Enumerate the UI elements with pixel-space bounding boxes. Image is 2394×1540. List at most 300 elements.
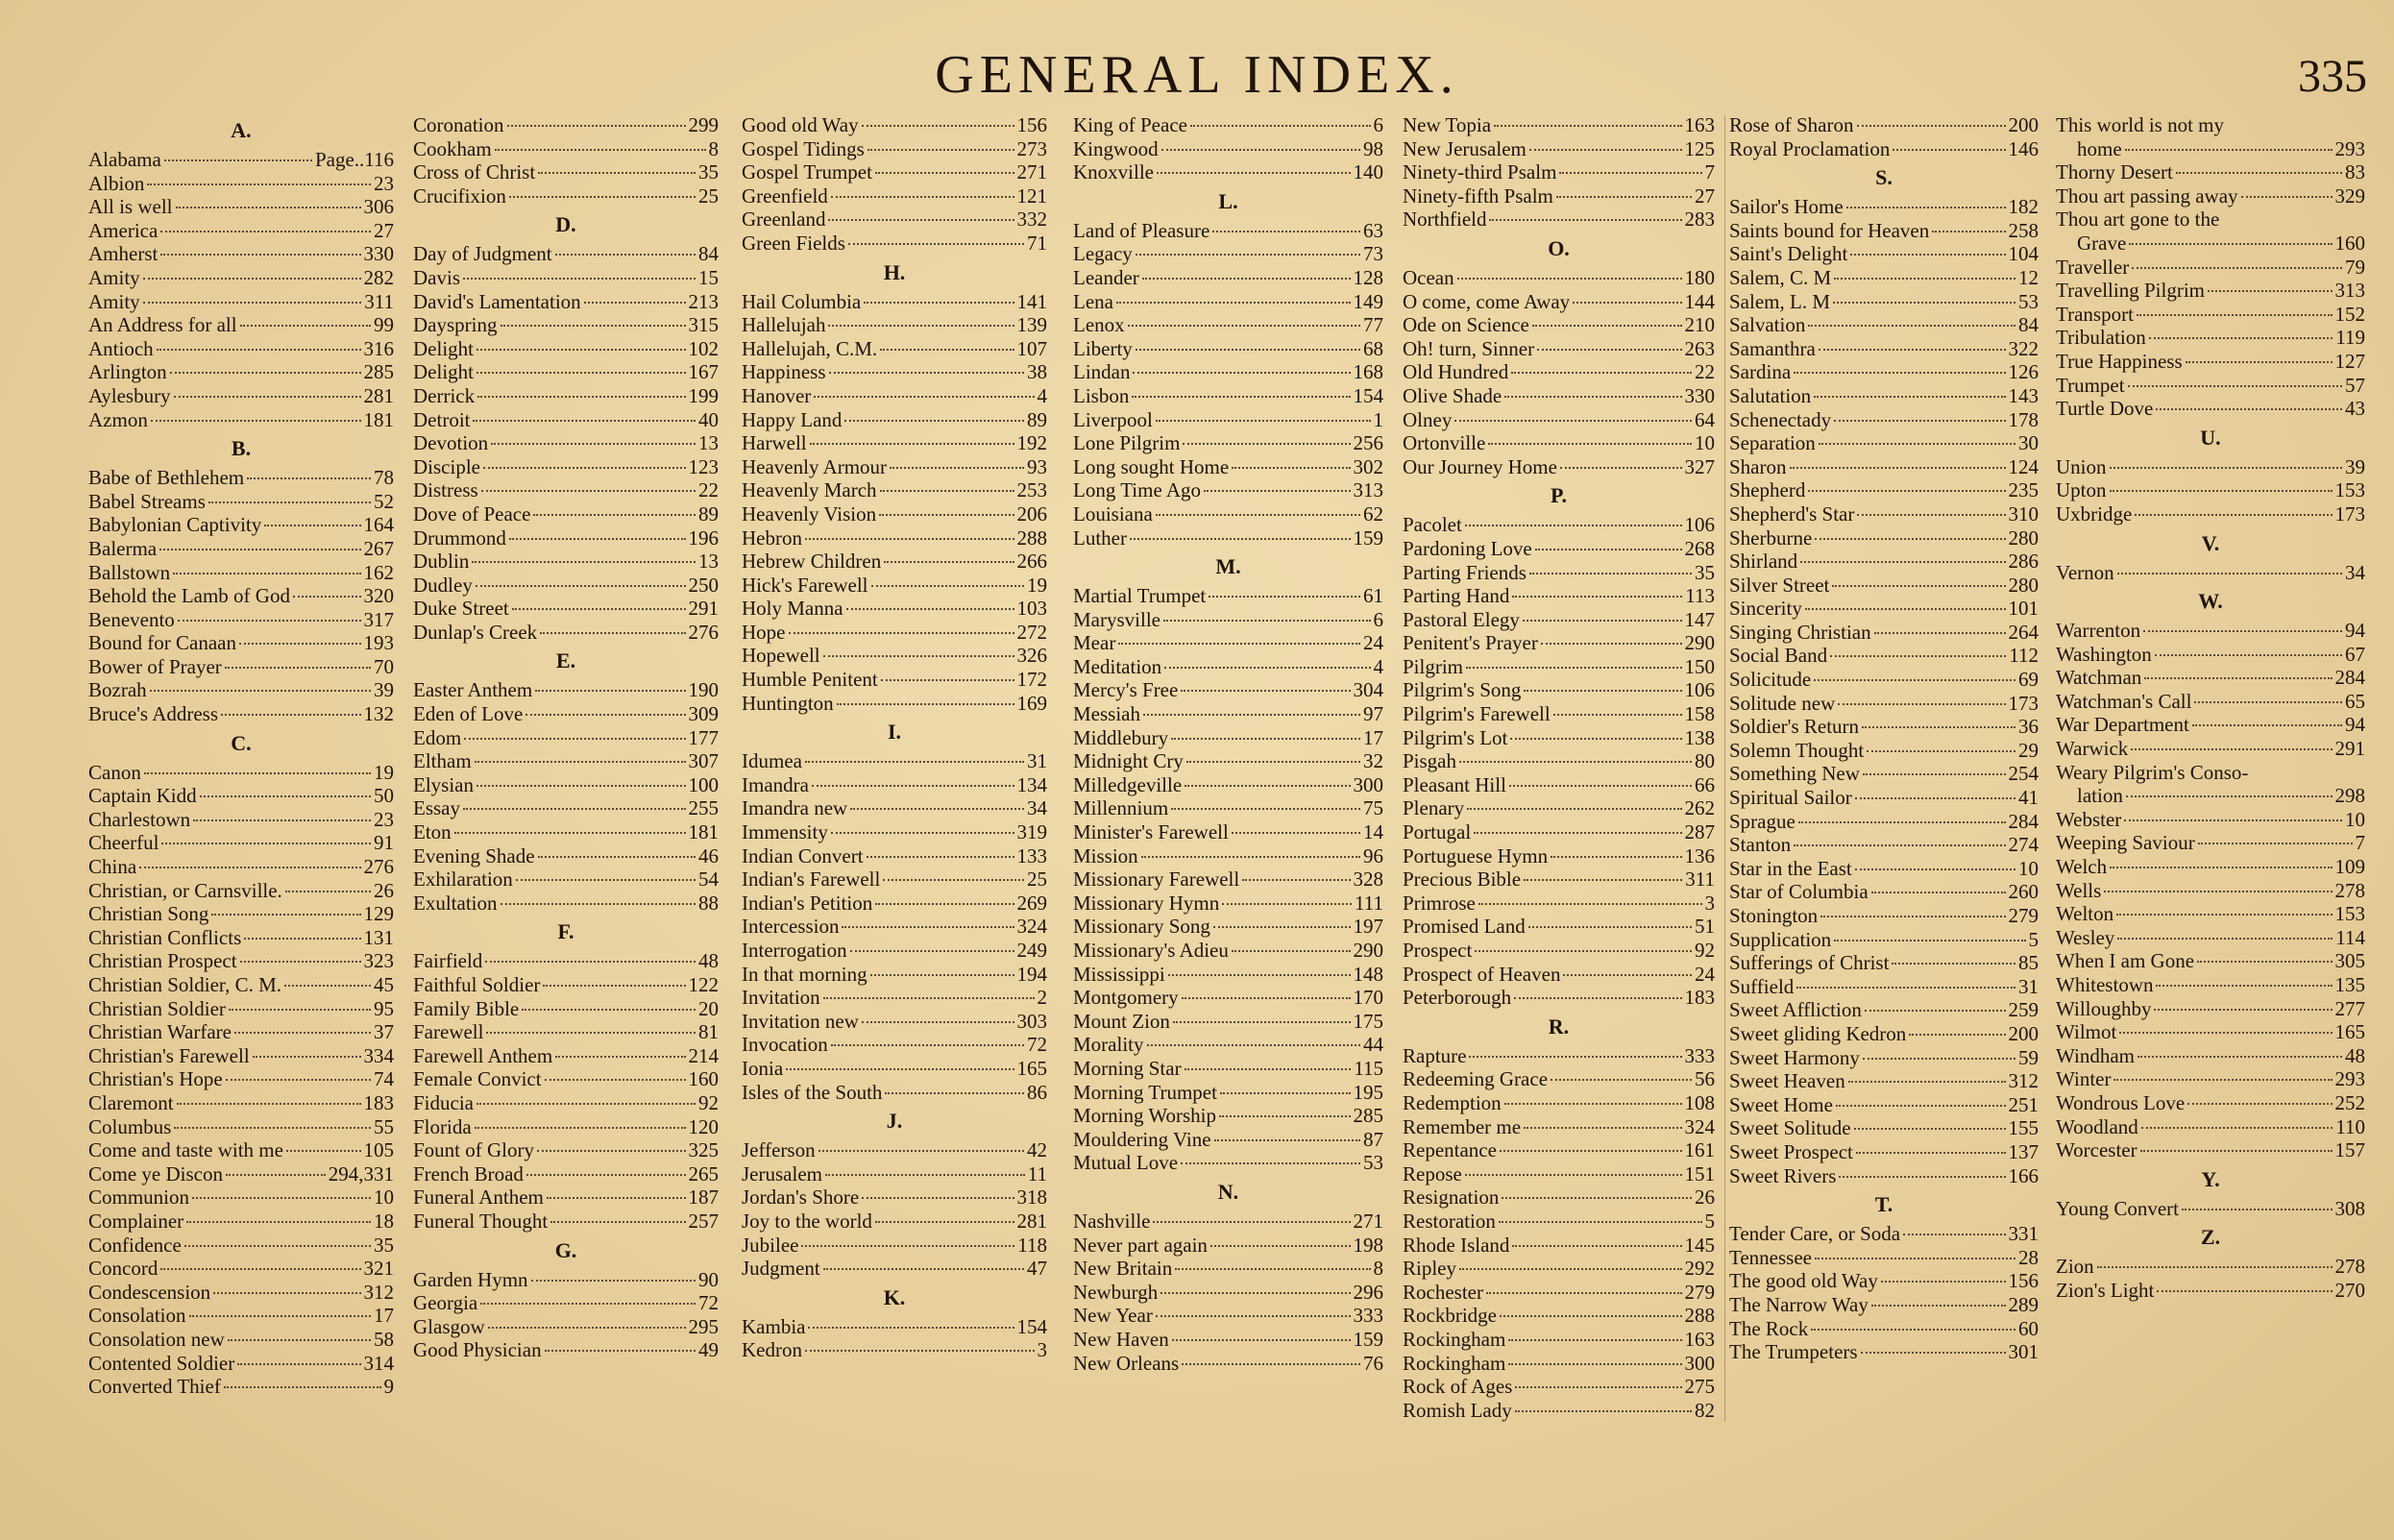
dot-leader xyxy=(1232,832,1360,834)
entry-page: 26 xyxy=(1695,1186,1715,1210)
dot-leader xyxy=(1798,821,2006,823)
entry-page: 140 xyxy=(1353,160,1383,184)
entry-title: Salutation xyxy=(1729,383,1812,407)
index-entry xyxy=(1403,1186,1715,1210)
dot-leader xyxy=(1811,1329,2015,1331)
entry-page: 59 xyxy=(2018,1045,2039,1069)
entry-title: O come, come Away xyxy=(1403,289,1571,313)
entry-page: 276 xyxy=(688,620,719,644)
entry-page: 150 xyxy=(1684,654,1715,678)
entry-page: 53 xyxy=(1363,1151,1383,1175)
index-entry xyxy=(1729,951,2039,975)
index-entry xyxy=(88,879,394,903)
index-entry xyxy=(413,313,719,337)
entry-title: War Department xyxy=(2056,713,2189,737)
index-section xyxy=(1403,232,1715,478)
entry-page: 84 xyxy=(698,242,719,266)
entry-title: Meditation xyxy=(1073,654,1162,678)
index-entry xyxy=(413,1315,719,1339)
dot-leader xyxy=(2124,819,2342,821)
entry-title: Pastoral Elegy xyxy=(1403,607,1520,631)
entry-page: 214 xyxy=(688,1043,719,1067)
dot-leader xyxy=(831,1044,1024,1046)
index-entry xyxy=(742,408,1047,432)
entry-page: 13 xyxy=(698,550,719,574)
entry-page: 100 xyxy=(688,772,719,796)
entry-title: Garden Hymn xyxy=(413,1267,528,1291)
dot-leader xyxy=(1808,325,2015,327)
index-entry xyxy=(1729,574,2039,598)
entry-page: 43 xyxy=(2345,397,2365,421)
dot-leader xyxy=(2125,149,2333,151)
dot-leader xyxy=(157,349,361,351)
entry-page: 141 xyxy=(1016,289,1047,313)
dot-leader xyxy=(875,1221,1014,1223)
index-section xyxy=(742,1104,1047,1281)
entry-title: Sweet Rivers xyxy=(1729,1163,1837,1187)
entry-title: Lone Pilgrim xyxy=(1073,431,1181,455)
entry-title: Imandra new xyxy=(742,796,848,820)
entry-page: 287 xyxy=(1684,820,1715,844)
index-entry xyxy=(2056,855,2365,879)
index-entry xyxy=(88,219,394,243)
index-entry xyxy=(742,290,1047,314)
entry-page: 250 xyxy=(688,573,719,597)
dot-leader xyxy=(160,231,371,232)
dot-leader xyxy=(2129,243,2332,245)
index-entry xyxy=(2056,643,2365,667)
dot-leader xyxy=(1563,974,1692,976)
dot-leader xyxy=(1118,643,1360,645)
entry-page: 64 xyxy=(1695,407,1715,431)
entry-title: Milledgeville xyxy=(1073,772,1183,796)
entry-page: 302 xyxy=(1353,454,1383,478)
index-entry xyxy=(88,337,394,361)
section-letter: V. xyxy=(2201,530,2220,555)
dot-leader xyxy=(286,1150,361,1152)
dot-leader xyxy=(211,914,360,916)
entry-page: 260 xyxy=(2008,880,2039,904)
entry-page: 193 xyxy=(363,631,394,655)
index-entry xyxy=(1073,584,1383,608)
dot-leader xyxy=(1130,538,1351,540)
dot-leader xyxy=(475,1127,686,1129)
index-entry xyxy=(88,902,394,926)
entry-title: Amherst xyxy=(88,242,159,266)
dot-leader xyxy=(144,772,371,774)
index-entry xyxy=(413,868,719,892)
entry-title: Farewell xyxy=(413,1020,484,1044)
index-entry xyxy=(1729,644,2039,668)
entry-page: 156 xyxy=(1016,113,1047,136)
entry-title: Mutual Love xyxy=(1073,1151,1179,1175)
entry-page: 200 xyxy=(2008,1021,2039,1045)
entry-title: Heavenly March xyxy=(742,478,877,502)
entry-page: 161 xyxy=(1684,1138,1715,1162)
entry-page: 159 xyxy=(1353,526,1383,550)
index-entry xyxy=(88,855,394,879)
entry-page: 318 xyxy=(1016,1186,1047,1210)
entry-title: Delight xyxy=(413,336,474,360)
entry-page: 15 xyxy=(698,265,719,289)
dot-leader xyxy=(1502,1197,1692,1199)
entry-title: Leander xyxy=(1073,265,1139,289)
entry-page: 106 xyxy=(1684,513,1715,537)
entry-page: 143 xyxy=(2008,383,2039,407)
index-entry xyxy=(413,1020,719,1044)
entry-title: Knoxville xyxy=(1073,160,1154,184)
entry-title: Never part again xyxy=(1073,1233,1208,1257)
index-entry xyxy=(1403,915,1715,939)
dot-leader xyxy=(1172,1339,1351,1341)
index-entry xyxy=(413,384,719,408)
entry-page: 286 xyxy=(2008,550,2039,574)
index-entry xyxy=(1403,1328,1715,1352)
entry-title: Dove of Peace xyxy=(413,501,531,526)
entry-title: Penitent's Prayer xyxy=(1403,631,1538,655)
entry-title: Rapture xyxy=(1403,1043,1467,1067)
entry-title: Sardina xyxy=(1729,360,1792,384)
index-entry xyxy=(2056,808,2365,832)
dot-leader xyxy=(2197,961,2332,963)
index-entry xyxy=(88,1138,394,1162)
entry-page: 3 xyxy=(1704,891,1715,915)
dot-leader xyxy=(177,1103,361,1105)
dot-leader xyxy=(818,1150,1024,1152)
entry-title: Marysville xyxy=(1073,607,1160,631)
dot-leader xyxy=(472,561,696,563)
index-entry xyxy=(1403,939,1715,963)
dot-leader xyxy=(1863,773,2006,775)
index-entry xyxy=(742,1010,1047,1034)
index-entry xyxy=(413,360,719,384)
dot-leader xyxy=(883,879,1024,881)
entry-page: 329 xyxy=(2334,183,2365,208)
entry-page: 118 xyxy=(1017,1233,1047,1257)
index-entry xyxy=(88,466,394,490)
index-entry xyxy=(1073,1210,1383,1234)
index-entry xyxy=(413,137,719,161)
index-entry xyxy=(1729,550,2039,574)
entry-page: 173 xyxy=(2334,501,2365,526)
dot-leader xyxy=(2104,891,2332,892)
entry-title: Old Hundred xyxy=(1403,360,1509,384)
index-entry xyxy=(413,184,719,208)
dot-leader xyxy=(501,903,696,905)
entry-page: 22 xyxy=(698,478,719,502)
index-entry xyxy=(1729,1116,2039,1140)
dot-leader xyxy=(526,1174,686,1176)
entry-title: Canon xyxy=(88,760,141,784)
entry-title: Jubilee xyxy=(742,1233,799,1257)
column-divider xyxy=(1724,115,1725,1422)
entry-title: Pacolet xyxy=(1403,513,1462,537)
dot-leader xyxy=(2156,985,2332,987)
entry-page: 293 xyxy=(2334,136,2365,160)
entry-page: 291 xyxy=(688,597,719,621)
entry-title: The good old Way xyxy=(1729,1269,1878,1293)
entry-page: 25 xyxy=(698,183,719,208)
index-entry xyxy=(1073,986,1383,1010)
index-entry xyxy=(1729,431,2039,455)
entry-page: 154 xyxy=(1016,1314,1047,1338)
dot-leader xyxy=(1511,372,1692,374)
index-entry xyxy=(1073,1128,1383,1152)
dot-leader xyxy=(1156,420,1371,422)
entry-page: 165 xyxy=(1016,1056,1047,1080)
index-entry xyxy=(2056,208,2365,232)
index-entry xyxy=(2056,1138,2365,1162)
index-entry xyxy=(1073,290,1383,314)
index-entry xyxy=(1403,360,1715,384)
entry-title: Remember me xyxy=(1403,1114,1522,1138)
entry-title: Distress xyxy=(413,478,478,502)
entry-page: 276 xyxy=(363,855,394,879)
index-entry xyxy=(413,949,719,973)
dot-leader xyxy=(161,843,371,844)
index-entry xyxy=(1729,692,2039,716)
entry-page: 53 xyxy=(2018,289,2039,313)
index-entry xyxy=(1073,939,1383,963)
entry-title: Traveller xyxy=(2056,255,2130,279)
dot-leader xyxy=(862,125,1014,127)
entry-title: Travelling Pilgrim xyxy=(2056,279,2205,303)
dot-leader xyxy=(2110,867,2332,868)
dot-leader xyxy=(1185,1068,1352,1070)
entry-title: Edom xyxy=(413,725,462,749)
entry-title: Watchman xyxy=(2056,666,2142,690)
index-entry xyxy=(2056,350,2365,374)
entry-title: Condescension xyxy=(88,1280,211,1304)
dot-leader xyxy=(1509,785,1692,787)
index-entry xyxy=(413,160,719,184)
dot-leader xyxy=(1141,856,1360,858)
dot-leader xyxy=(1504,1103,1682,1105)
index-entry xyxy=(742,644,1047,668)
dot-leader xyxy=(1892,963,2015,965)
dot-leader xyxy=(1796,987,2015,989)
dot-leader xyxy=(808,1327,1014,1329)
entry-page: 49 xyxy=(698,1338,719,1362)
entry-page: 288 xyxy=(1016,526,1047,550)
dot-leader xyxy=(547,1197,686,1199)
index-entry xyxy=(742,749,1047,773)
entry-page: 307 xyxy=(688,749,719,773)
dot-leader xyxy=(463,278,696,280)
index-entry xyxy=(1073,963,1383,987)
index-entry xyxy=(742,621,1047,645)
dot-leader xyxy=(890,467,1024,469)
entry-title: Pleasant Hill xyxy=(1403,772,1506,796)
index-section xyxy=(1729,113,2039,160)
dot-leader xyxy=(2144,677,2332,679)
index-entry xyxy=(1073,773,1383,797)
index-entry xyxy=(1403,408,1715,432)
dot-leader xyxy=(1909,1034,2005,1036)
entry-page: 269 xyxy=(1016,891,1047,915)
dot-leader xyxy=(2117,573,2342,574)
index-entry xyxy=(1729,1317,2039,1341)
entry-title: Hanover xyxy=(742,383,812,407)
entry-title: Come and taste with me xyxy=(88,1138,283,1162)
entry-page: 187 xyxy=(688,1186,719,1210)
dot-leader xyxy=(485,961,696,963)
entry-title: Consolation xyxy=(88,1304,186,1328)
dot-leader xyxy=(1867,750,2015,752)
entry-title: Cross of Christ xyxy=(413,160,536,184)
index-entry xyxy=(2056,713,2365,737)
index-entry xyxy=(413,844,719,868)
entry-page: 44 xyxy=(1363,1033,1383,1057)
entry-title: Charlestown xyxy=(88,807,191,831)
index-entry xyxy=(742,915,1047,939)
entry-title: Good old Way xyxy=(742,113,859,136)
index-entry xyxy=(1403,1304,1715,1328)
entry-page: 111 xyxy=(1355,891,1383,915)
dot-leader xyxy=(1559,172,1701,174)
index-entry xyxy=(1729,715,2039,739)
index-entry xyxy=(1073,502,1383,526)
entry-page: 86 xyxy=(1027,1080,1047,1104)
dot-leader xyxy=(476,349,686,351)
entry-page: 137 xyxy=(2008,1139,2039,1163)
entry-page: 72 xyxy=(698,1291,719,1315)
entry-page: 334 xyxy=(363,1043,394,1067)
dot-leader xyxy=(464,738,685,740)
index-entry xyxy=(88,973,394,997)
entry-title: Kambia xyxy=(742,1314,806,1338)
entry-title: Pilgrim's Farewell xyxy=(1403,702,1551,726)
entry-page: 48 xyxy=(698,949,719,973)
entry-page: 1 xyxy=(1373,407,1383,431)
entry-page: 50 xyxy=(374,784,394,808)
entry-page: 316 xyxy=(363,336,394,360)
entry-title: Christian's Farewell xyxy=(88,1043,250,1067)
entry-page: 35 xyxy=(698,160,719,184)
dot-leader xyxy=(1863,1058,2015,1060)
dot-leader xyxy=(1932,231,2005,232)
dot-leader xyxy=(1133,372,1350,374)
dot-leader xyxy=(881,679,1014,681)
entry-title: Duke Street xyxy=(413,597,509,621)
entry-title: Shepherd xyxy=(1729,478,1806,502)
index-entry xyxy=(1073,1234,1383,1258)
entry-title: Exhilaration xyxy=(413,868,513,892)
dot-leader xyxy=(1220,1092,1351,1094)
index-column xyxy=(1729,113,2039,1439)
entry-title: Windham xyxy=(2056,1043,2135,1067)
dot-leader xyxy=(1181,690,1350,692)
entry-title: Humble Penitent xyxy=(742,668,878,692)
entry-page: 271 xyxy=(1353,1209,1383,1233)
dot-leader xyxy=(823,997,1035,999)
entry-page: 255 xyxy=(688,796,719,820)
dot-leader xyxy=(1508,1363,1681,1365)
dot-leader xyxy=(509,196,696,198)
index-section xyxy=(742,113,1047,256)
entry-page: 66 xyxy=(1695,772,1715,796)
entry-title: Happiness xyxy=(742,360,826,384)
entry-title: Prospect of Heaven xyxy=(1403,962,1561,986)
dot-leader xyxy=(1846,207,2006,208)
index-entry xyxy=(1073,431,1383,455)
entry-page: 281 xyxy=(1016,1209,1047,1233)
dot-leader xyxy=(537,1150,686,1152)
entry-page: 251 xyxy=(2008,1092,2039,1116)
page-title: GENERAL INDEX. xyxy=(935,45,1459,105)
entry-title: Sweet Affliction xyxy=(1729,998,1862,1022)
index-section xyxy=(413,113,719,208)
section-letter: W. xyxy=(2198,589,2223,614)
index-entry xyxy=(413,408,719,432)
entry-title: Martial Trumpet xyxy=(1073,584,1207,608)
entry-page: 154 xyxy=(1353,383,1383,407)
entry-title: Kedron xyxy=(742,1338,802,1362)
entry-title: Stonington xyxy=(1729,904,1819,927)
index-entry xyxy=(1729,810,2039,834)
dot-leader xyxy=(463,808,686,810)
index-entry xyxy=(413,1210,719,1234)
index-entry xyxy=(1403,702,1715,726)
entry-title: China xyxy=(88,855,137,879)
index-entry xyxy=(1073,631,1383,655)
index-entry xyxy=(88,831,394,855)
dot-leader xyxy=(1834,420,2005,422)
dot-leader xyxy=(2132,267,2342,269)
index-entry xyxy=(1403,986,1715,1010)
entry-page: 304 xyxy=(1353,678,1383,702)
index-entry xyxy=(742,478,1047,502)
dot-leader xyxy=(1474,832,1681,834)
dot-leader xyxy=(831,832,1014,834)
entry-page: 78 xyxy=(374,466,394,490)
dot-leader xyxy=(1508,1339,1681,1341)
entry-title: Fiducia xyxy=(413,1090,474,1114)
entry-title: Pilgrim's Song xyxy=(1403,678,1522,702)
entry-page: 319 xyxy=(1016,820,1047,844)
entry-page: 263 xyxy=(1684,336,1715,360)
entry-title: Saint's Delight xyxy=(1729,242,1848,266)
index-entry xyxy=(413,290,719,314)
index-section xyxy=(413,915,719,1233)
dot-leader xyxy=(829,372,1025,374)
dot-leader xyxy=(476,785,686,787)
dot-leader xyxy=(143,278,361,280)
entry-title: Antioch xyxy=(88,336,154,360)
dot-leader xyxy=(1190,125,1371,127)
index-entry xyxy=(742,963,1047,987)
dot-leader xyxy=(1173,1021,1351,1023)
entry-page: 81 xyxy=(698,1020,719,1044)
entry-title: Union xyxy=(2056,454,2107,478)
entry-page: 45 xyxy=(374,973,394,996)
entry-title: Mississippi xyxy=(1073,962,1165,986)
entry-page: 57 xyxy=(2345,373,2365,397)
dot-leader xyxy=(1871,892,2006,893)
entry-title: Claremont xyxy=(88,1090,174,1114)
index-entry xyxy=(1073,137,1383,161)
index-entry xyxy=(2056,113,2365,137)
index-entry xyxy=(88,1186,394,1210)
dot-leader xyxy=(2143,630,2342,632)
dot-leader xyxy=(1836,1105,2006,1107)
entry-page: 249 xyxy=(1016,939,1047,962)
index-entry xyxy=(742,796,1047,820)
dot-leader xyxy=(814,396,1034,398)
dot-leader xyxy=(264,525,360,526)
dot-leader xyxy=(491,443,696,445)
entry-title: New Year xyxy=(1073,1304,1153,1328)
